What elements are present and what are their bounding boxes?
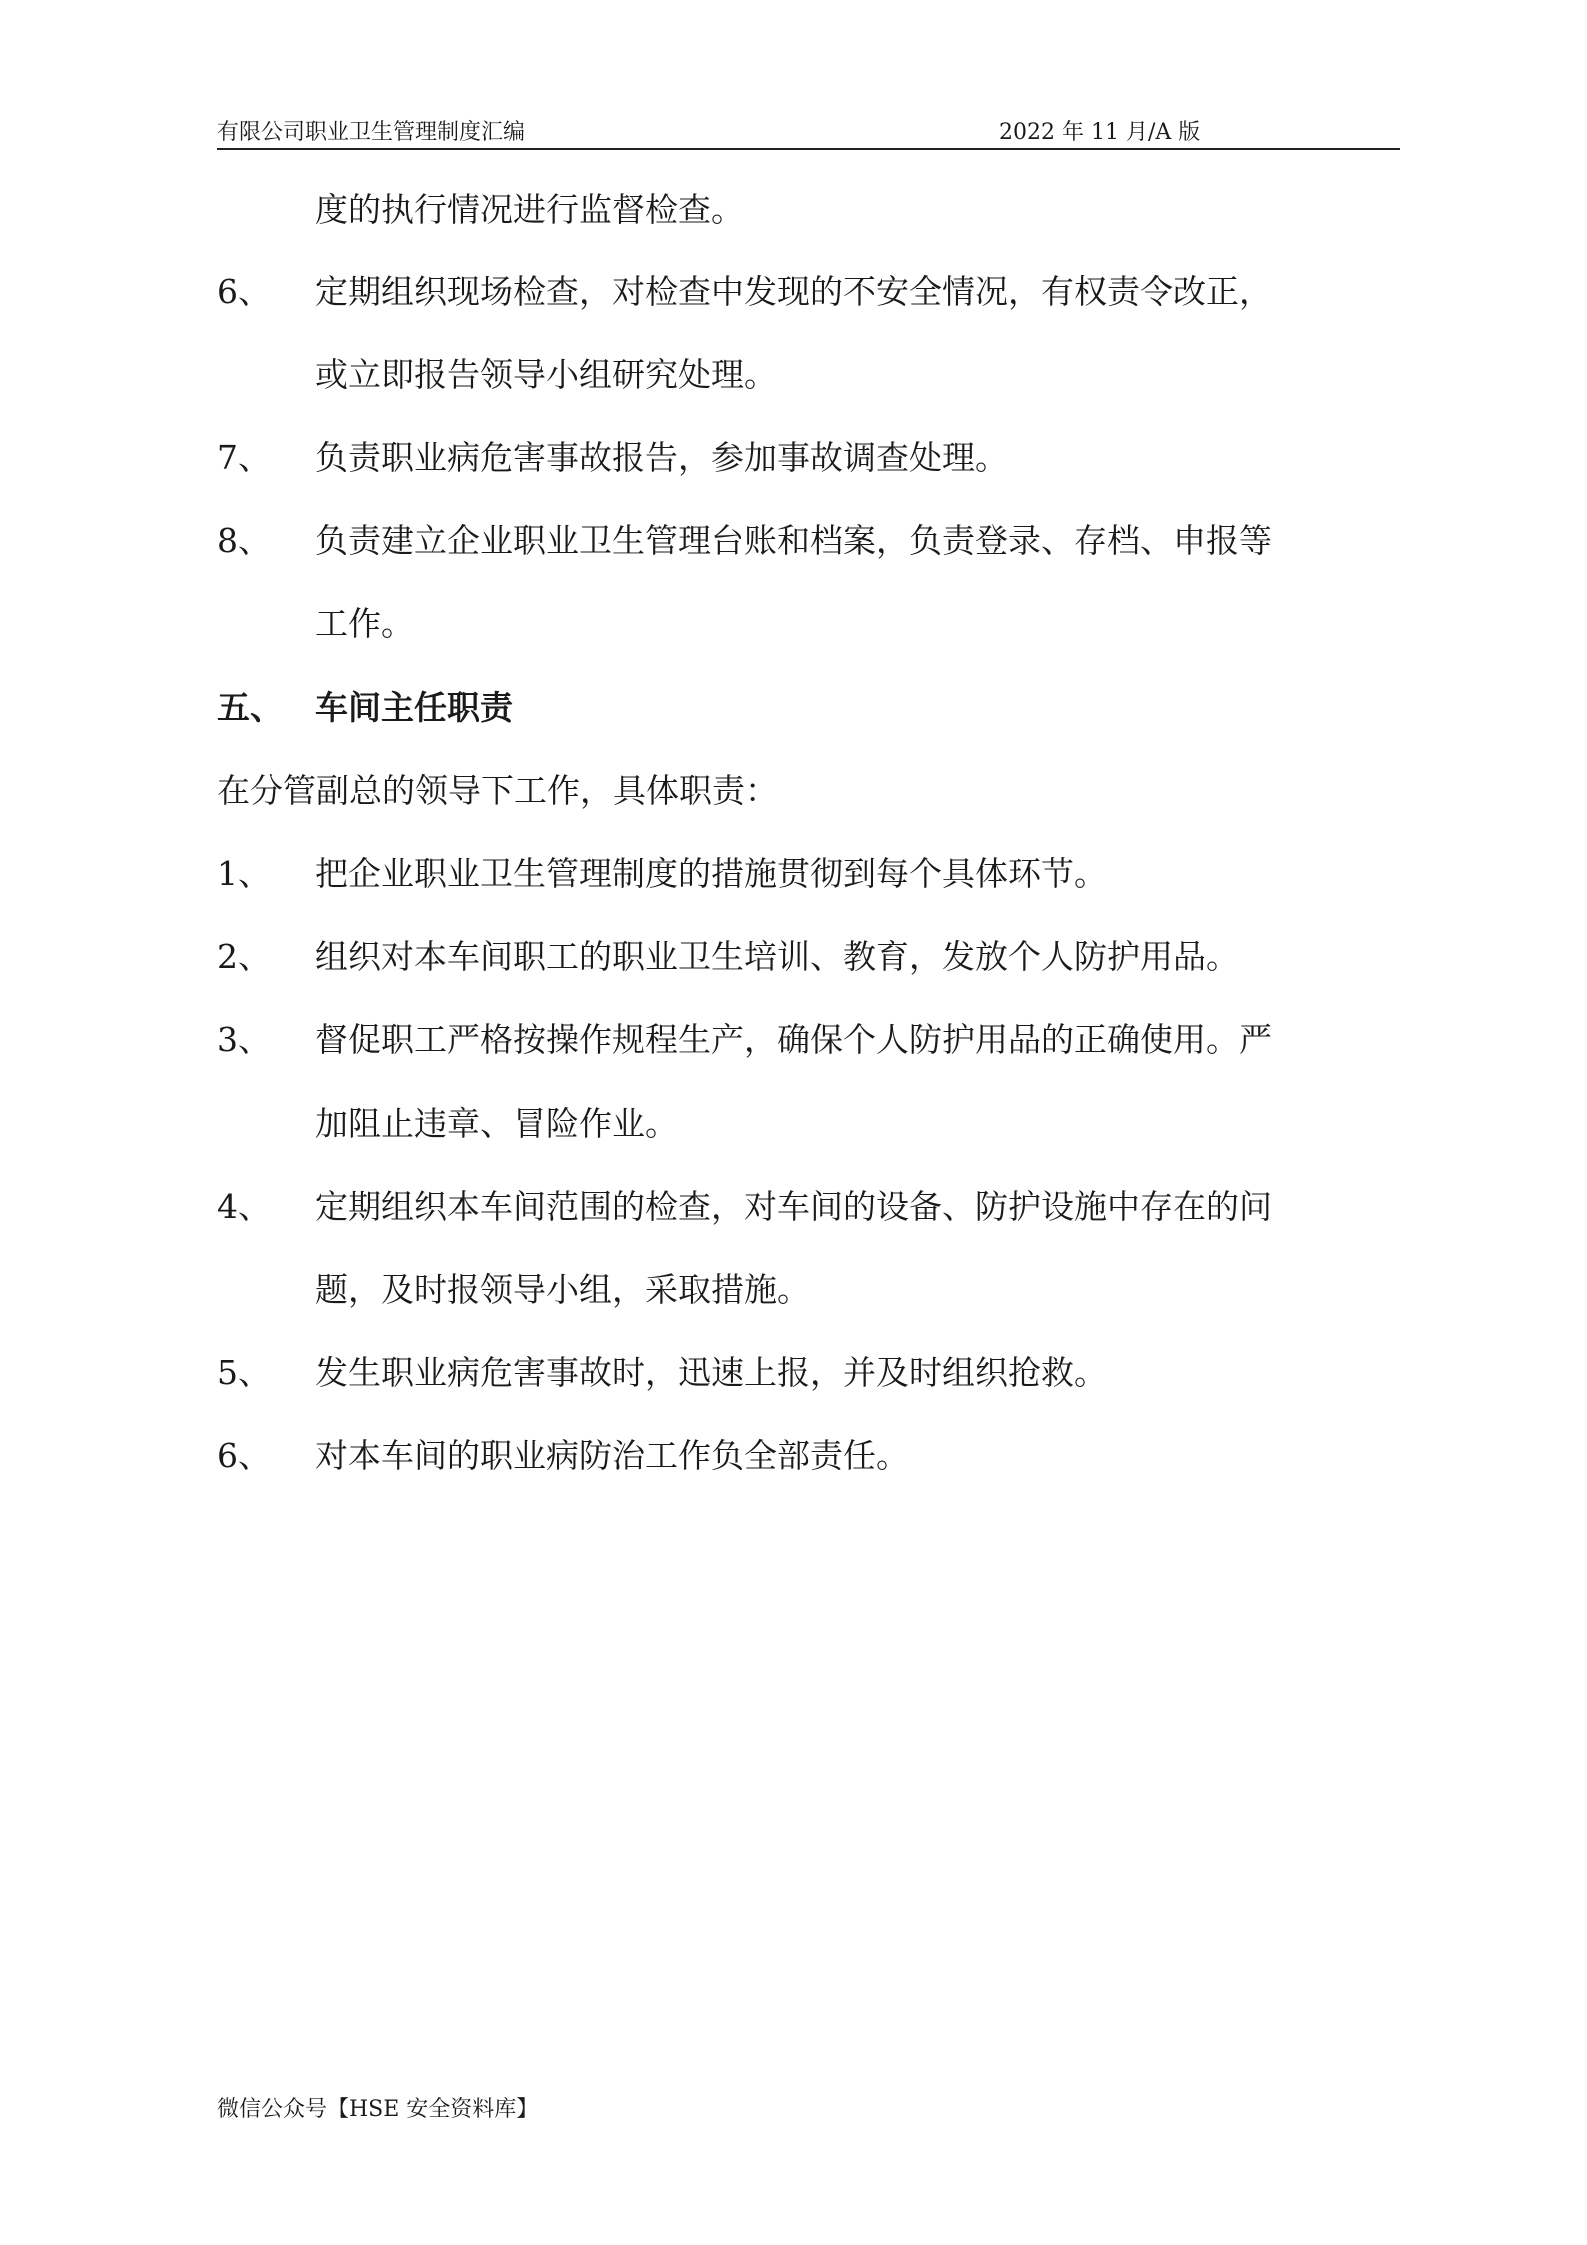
document-version: 2022 年 11 月/A 版 — [999, 120, 1201, 145]
list-item-text-continued: 或立即报告领导小组研究处理。 — [315, 355, 777, 394]
list-item-number: 8、 — [217, 521, 271, 560]
list-item-text: 负责职业病危害事故报告，参加事故调查处理。 — [315, 438, 1008, 477]
list-item-text-continued: 题，及时报领导小组，采取措施。 — [315, 1270, 810, 1309]
section-heading: 车间主任职责 — [315, 688, 513, 727]
list-item-text: 组织对本车间职工的职业卫生培训、教育，发放个人防护用品。 — [315, 937, 1239, 976]
list-item-text-continued: 工作。 — [315, 604, 414, 643]
list-item-text-continued: 加阻止违章、冒险作业。 — [315, 1104, 678, 1143]
list-item-number: 1、 — [217, 854, 271, 893]
list-item-number: 5、 — [217, 1353, 271, 1392]
page-header — [217, 112, 1400, 150]
list-item-number: 3、 — [217, 1020, 271, 1059]
continuation-text: 度的执行情况进行监督检查。 — [315, 190, 744, 229]
page-footer: 微信公众号【HSE 安全资料库】 — [217, 2097, 539, 2122]
list-item-text: 定期组织本车间范围的检查，对车间的设备、防护设施中存在的问 — [315, 1187, 1272, 1226]
list-item-text: 定期组织现场检查，对检查中发现的不安全情况，有权责令改正， — [315, 272, 1272, 311]
list-item-number: 6、 — [217, 1436, 271, 1475]
list-item-text: 发生职业病危害事故时，迅速上报，并及时组织抢救。 — [315, 1353, 1107, 1392]
list-item-text: 对本车间的职业病防治工作负全部责任。 — [315, 1436, 909, 1475]
list-item-number: 6、 — [217, 272, 271, 311]
section-number: 五、 — [217, 688, 283, 727]
list-item-text: 督促职工严格按操作规程生产，确保个人防护用品的正确使用。严 — [315, 1020, 1272, 1059]
list-item-text: 把企业职业卫生管理制度的措施贯彻到每个具体环节。 — [315, 854, 1107, 893]
section-intro: 在分管副总的领导下工作，具体职责： — [217, 771, 778, 810]
list-item-number: 7、 — [217, 438, 271, 477]
list-item-text: 负责建立企业职业卫生管理台账和档案，负责登录、存档、申报等 — [315, 521, 1272, 560]
list-item-number: 2、 — [217, 937, 271, 976]
list-item-number: 4、 — [217, 1187, 271, 1226]
document-title: 有限公司职业卫生管理制度汇编 — [217, 120, 526, 145]
